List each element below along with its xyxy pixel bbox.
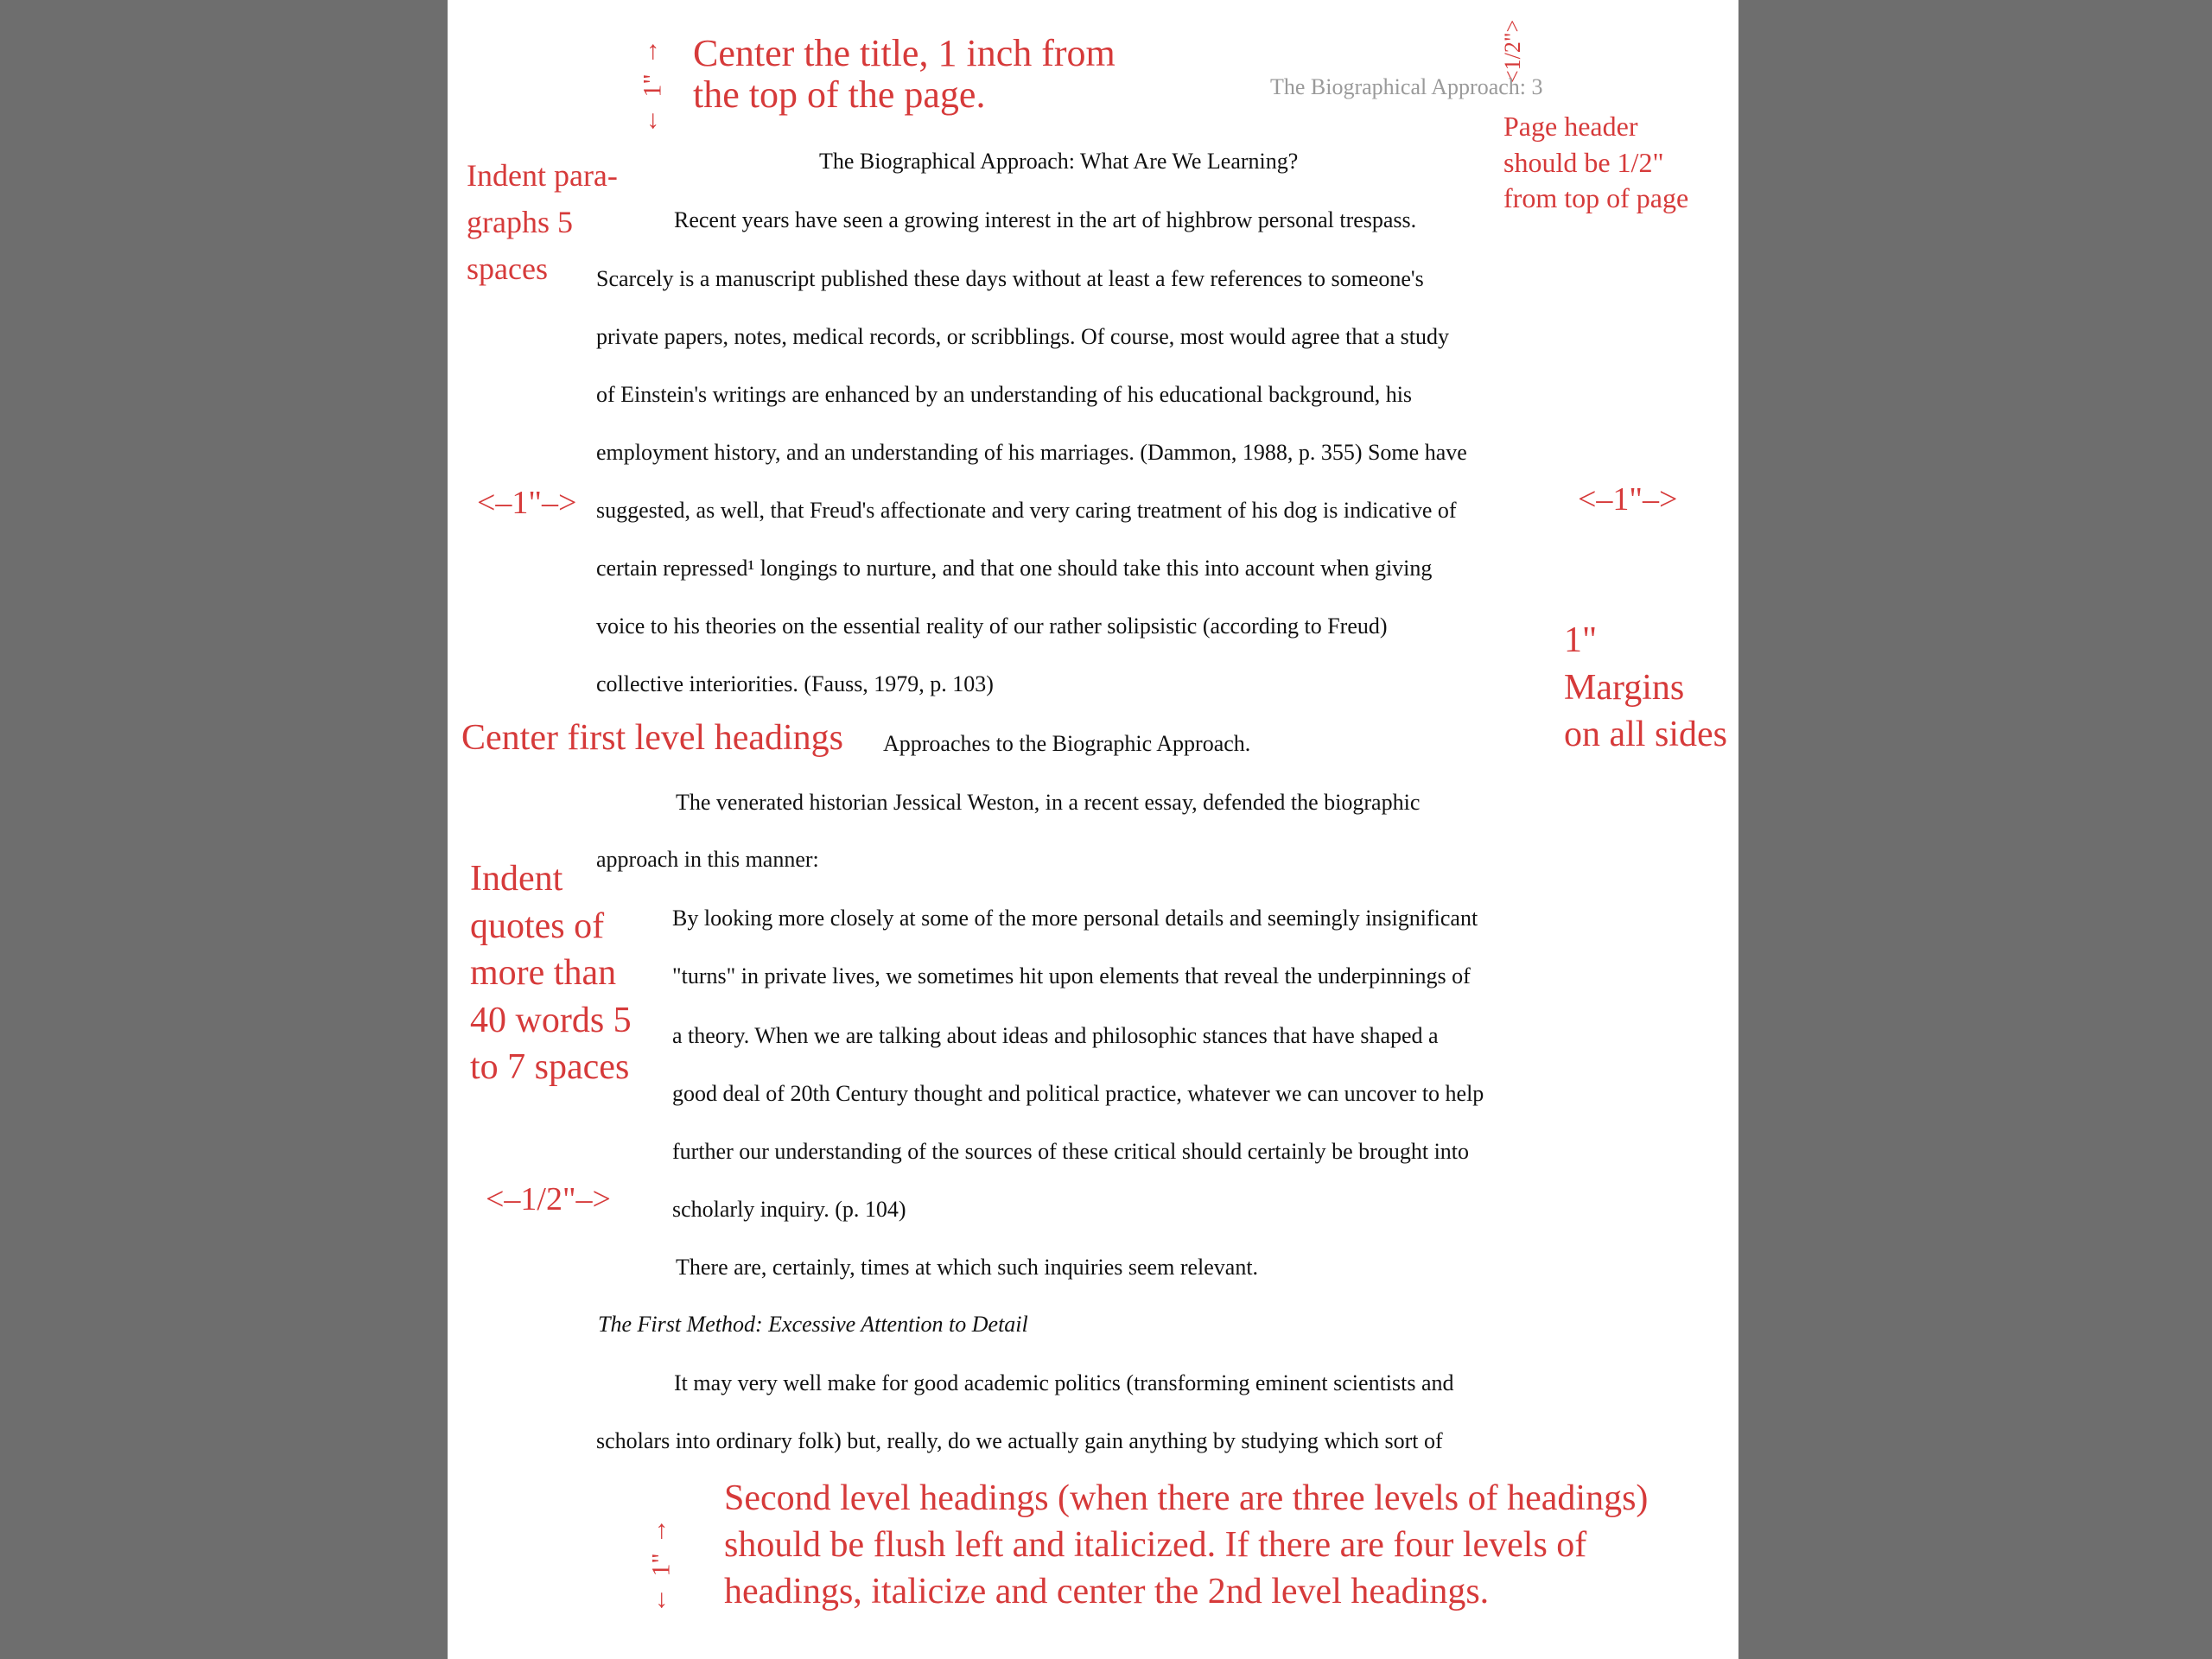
body3-line-2: scholars into ordinary folk) but, really, do we actually gain anything by studying which sort of [596, 1428, 1443, 1453]
one-inch-bottom-label: 1" [646, 1553, 676, 1577]
arrow-down-icon: ↓ [655, 1585, 669, 1613]
quote-line-1: By looking more closely at some of the more personal details and seemingly insignificant [672, 906, 1478, 931]
indent-paragraphs-note: Indent para- graphs 5 spaces [467, 158, 618, 286]
body-line-5: employment history, and an understanding of his marriages. (Dammon, 1988, p. 355) Some have [596, 440, 1467, 465]
body3-line-1: It may very well make for good academic politics (transforming eminent scientists and [674, 1370, 1454, 1395]
quote-line-5: further our understanding of the sources of these critical should certainly be brought into [672, 1139, 1470, 1164]
running-head: The Biographical Approach: 3 [1270, 74, 1543, 99]
quote-line-4: good deal of 20th Century thought and political practice, whatever we can uncover to help [672, 1081, 1484, 1106]
paper-title: The Biographical Approach: What Are We Learning? [819, 149, 1299, 174]
title-center-note: Center the title, 1 inch from the top of the page. [693, 32, 1116, 117]
arrow-up-icon: ↑ [646, 36, 660, 65]
body-line-1: Recent years have seen a growing interest in the art of highbrow personal trespass. [674, 207, 1417, 232]
second-level-note: Second level headings (when there are three levels of headings) should be flush left and italicized. If there are four levels of headings, italicize and center the 2nd level headings. [724, 1478, 1649, 1611]
left-margin-marker: <–1"–> [477, 485, 577, 521]
quote-line-6: scholarly inquiry. (p. 104) [672, 1197, 906, 1222]
one-inch-bottom-marker [646, 1516, 676, 1613]
margins-note: 1" Margins on all sides [1564, 620, 1727, 755]
right-margin-marker: <–1"–> [1578, 481, 1678, 518]
arrow-up-icon: ↑ [655, 1516, 669, 1544]
body-line-4: of Einstein's writings are enhanced by an understanding of his educational background, his [596, 382, 1413, 407]
body-line-2: Scarcely is a manuscript published these days without at least a few references to someone's [596, 266, 1424, 291]
arrow-down-icon: ↓ [646, 105, 660, 134]
one-inch-top-marker [638, 36, 667, 134]
one-inch-top-label: 1" [638, 73, 667, 98]
body2-line-1: The venerated historian Jessical Weston, in a recent essay, defended the biographic [676, 790, 1421, 815]
half-inch-top-marker: <1/2"> [1500, 19, 1525, 83]
first-level-heading: Approaches to the Biographic Approach. [883, 731, 1251, 756]
header-note: Page header should be 1/2" from top of page [1503, 111, 1689, 214]
body-line-6: suggested, as well, that Freud's affectionate and very caring treatment of his dog is indicative of [596, 498, 1457, 523]
quote-line-2: "turns" in private lives, we sometimes hit upon elements that reveal the underpinnings of [672, 963, 1471, 988]
second-level-heading: The First Method: Excessive Attention to Detail [598, 1312, 1028, 1337]
body-line-9: collective interiorities. (Fauss, 1979, p. 103) [596, 671, 994, 696]
half-inch-quote-marker: <–1/2"–> [486, 1181, 611, 1217]
body-line-7: certain repressed¹ longings to nurture, and that one should take this into account when giving [596, 556, 1433, 581]
first-level-note: Center first level headings [461, 718, 844, 758]
after-quote-line: There are, certainly, times at which such inquiries seem relevant. [676, 1255, 1259, 1280]
body-line-3: private papers, notes, medical records, or scribblings. Of course, most would agree that a study [596, 324, 1449, 349]
indent-quotes-note: Indent quotes of more than 40 words 5 to 7 spaces [470, 859, 632, 1088]
body2-line-2: approach in this manner: [596, 847, 819, 872]
body-line-8: voice to his theories on the essential reality of our rather solipsistic (according to Freud) [596, 613, 1388, 639]
document-page [448, 0, 1738, 1659]
quote-line-3: a theory. When we are talking about ideas and philosophic stances that have shaped a [672, 1023, 1439, 1048]
